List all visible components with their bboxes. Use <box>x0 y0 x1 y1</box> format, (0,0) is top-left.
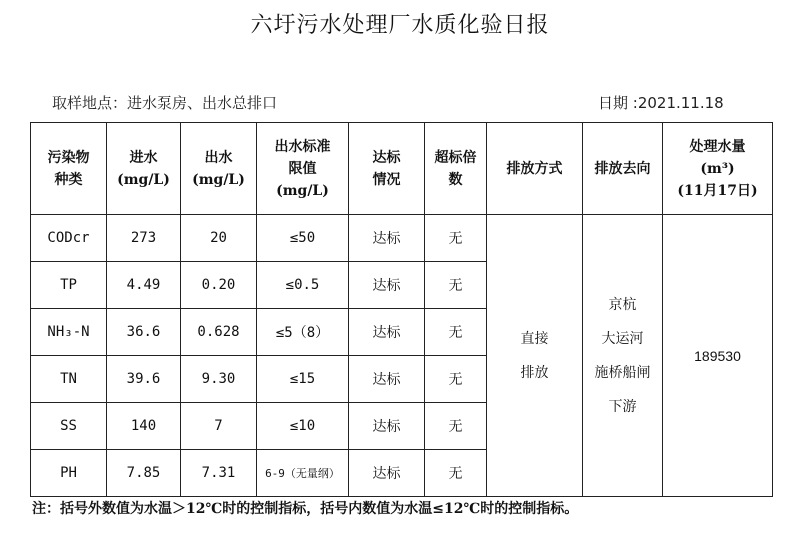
report-title: 六圩污水处理厂水质化验日报 <box>250 13 550 38</box>
status-cell: 达标 <box>349 450 425 497</box>
inflow-cell: 39.6 <box>107 356 181 403</box>
discharge-dest-cell: 京杭 大运河 施桥船闸 下游 <box>583 215 663 497</box>
limit-cell: ≤15 <box>257 356 349 403</box>
header-outflow: 出水 (mg/L) <box>181 123 257 215</box>
limit-cell: ≤50 <box>257 215 349 262</box>
header-pollutant: 污染物 种类 <box>31 123 107 215</box>
outflow-cell: 0.20 <box>181 262 257 309</box>
inflow-cell: 7.85 <box>107 450 181 497</box>
header-volume: 处理水量 (m³) (11月17日) <box>663 123 773 215</box>
header-exceed: 超标倍 数 <box>425 123 487 215</box>
limit-cell: 6-9（无量纲） <box>257 450 349 497</box>
treated-volume-cell: 189530 <box>663 215 773 497</box>
pollutant-cell: PH <box>31 450 107 497</box>
inflow-cell: 36.6 <box>107 309 181 356</box>
header-status: 达标 情况 <box>349 123 425 215</box>
outflow-cell: 20 <box>181 215 257 262</box>
water-quality-table <box>30 122 773 497</box>
header-discharge-dest: 排放去向 <box>583 123 663 215</box>
pollutant-cell: CODcr <box>31 215 107 262</box>
limit-cell: ≤10 <box>257 403 349 450</box>
limit-cell: ≤5（8） <box>257 309 349 356</box>
table-row <box>31 215 773 262</box>
outflow-cell: 0.628 <box>181 309 257 356</box>
footnote: 注：括号外数值为水温＞12℃时的控制指标，括号内数值为水温≤12℃时的控制指标。 <box>32 501 579 517</box>
inflow-cell: 273 <box>107 215 181 262</box>
header-discharge-mode: 排放方式 <box>487 123 583 215</box>
pollutant-cell: NH₃-N <box>31 309 107 356</box>
pollutant-cell: SS <box>31 403 107 450</box>
status-cell: 达标 <box>349 309 425 356</box>
header-inflow: 进水 (mg/L) <box>107 123 181 215</box>
header-row <box>31 123 773 215</box>
pollutant-cell: TP <box>31 262 107 309</box>
report-date: 日期 :2021.11.18 <box>598 94 724 112</box>
status-cell: 达标 <box>349 215 425 262</box>
exceed-cell: 无 <box>425 215 487 262</box>
inflow-cell: 140 <box>107 403 181 450</box>
outflow-cell: 7.31 <box>181 450 257 497</box>
exceed-cell: 无 <box>425 356 487 403</box>
header-limit: 出水标准 限值 (mg/L) <box>257 123 349 215</box>
sampling-location: 取样地点：进水泵房、出水总排口 <box>52 94 278 112</box>
discharge-mode-cell: 直接 排放 <box>487 215 583 497</box>
outflow-cell: 7 <box>181 403 257 450</box>
status-cell: 达标 <box>349 403 425 450</box>
limit-cell: ≤0.5 <box>257 262 349 309</box>
pollutant-cell: TN <box>31 356 107 403</box>
exceed-cell: 无 <box>425 262 487 309</box>
exceed-cell: 无 <box>425 403 487 450</box>
status-cell: 达标 <box>349 262 425 309</box>
exceed-cell: 无 <box>425 450 487 497</box>
outflow-cell: 9.30 <box>181 356 257 403</box>
status-cell: 达标 <box>349 356 425 403</box>
exceed-cell: 无 <box>425 309 487 356</box>
inflow-cell: 4.49 <box>107 262 181 309</box>
